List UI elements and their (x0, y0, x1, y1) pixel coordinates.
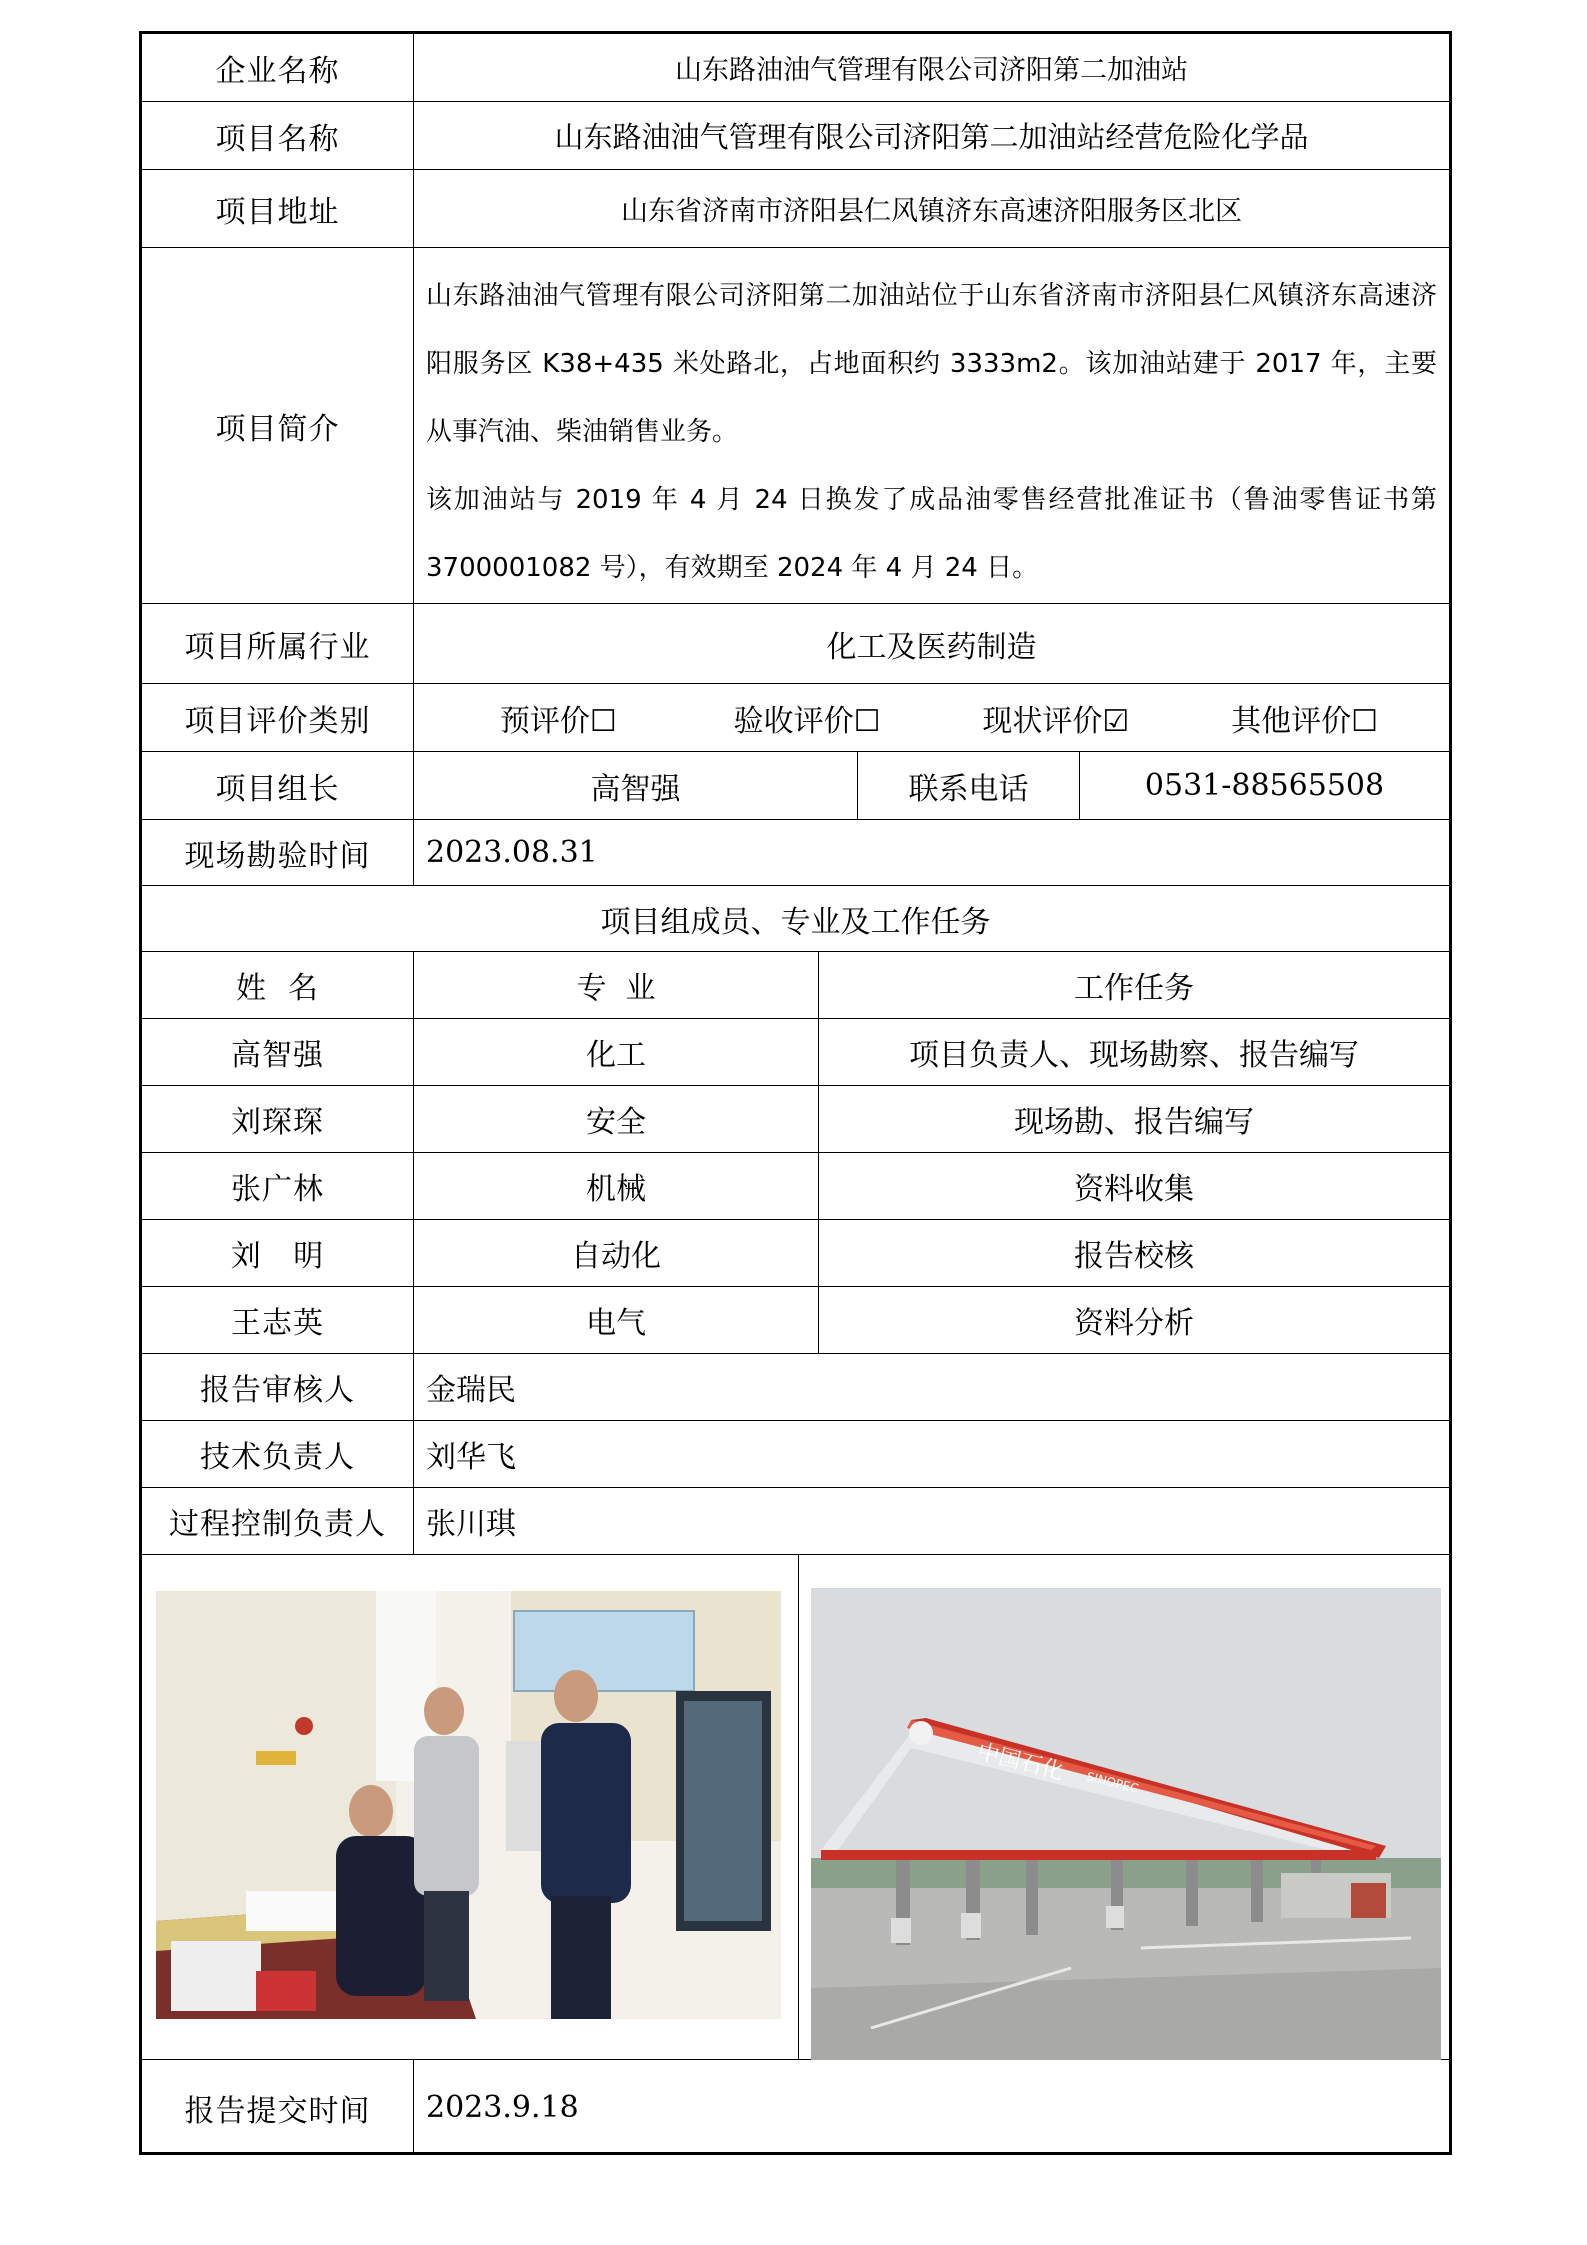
leader-label: 项目组长 (142, 752, 414, 819)
industry-value: 化工及医药制造 (826, 629, 1037, 665)
address-row (142, 170, 1449, 248)
gas-station-photo (811, 1588, 1441, 2060)
project-row (142, 102, 1449, 170)
company-value: 山东路油油气管理有限公司济阳第二加油站 (675, 55, 1188, 86)
reviewer-label: 报告审核人 (142, 1354, 414, 1420)
reviewer-value: 金瑞民 (426, 1373, 516, 1408)
phone-label: 联系电话 (858, 752, 1080, 819)
member-major: 机械 (414, 1153, 819, 1219)
member-task: 资料分析 (1074, 1306, 1194, 1341)
tech-lead-label: 技术负责人 (142, 1421, 414, 1487)
canopy-sign-en: SINOPEC (1085, 1769, 1140, 1796)
table-row (142, 1287, 1449, 1354)
intro-paragraph-1: 山东路油油气管理有限公司济阳第二加油站位于山东省济南市济阳县仁风镇济东高速济阳服务区 K38+435 米处路北，占地面积约 3333m2。该加油站建于 2017 年，主要从事汽油、柴油销售业务。 (426, 281, 1437, 447)
submit-label: 报告提交时间 (142, 2060, 414, 2155)
header-task: 工作任务 (1074, 971, 1194, 1006)
category-acceptance: 验收评价☐ (733, 703, 881, 739)
table-row (142, 1153, 1449, 1220)
member-major: 化工 (414, 1019, 819, 1085)
member-task: 资料收集 (1074, 1172, 1194, 1207)
category-current: 现状评价☑ (982, 703, 1130, 739)
intro-text (414, 248, 1449, 603)
header-name: 姓 名 (142, 952, 414, 1018)
intro-row (142, 248, 1449, 604)
survey-value: 2023.08.31 (426, 835, 598, 870)
project-info-table (139, 31, 1452, 2155)
reviewer-row (142, 1354, 1449, 1421)
member-name: 刘 明 (142, 1220, 414, 1286)
site-inspection-photo (156, 1591, 781, 2019)
project-value: 山东路油油气管理有限公司济阳第二加油站经营危险化学品 (554, 120, 1309, 154)
survey-row (142, 820, 1449, 886)
photos-row (142, 1555, 1449, 2060)
submit-value: 2023.9.18 (426, 2090, 579, 2125)
canopy-sign-cn: 中国石化 (974, 1739, 1066, 1786)
team-header-row (142, 952, 1449, 1019)
member-major: 电气 (414, 1287, 819, 1353)
team-heading: 项目组成员、专业及工作任务 (600, 904, 991, 940)
category-label: 项目评价类别 (142, 684, 414, 751)
company-label: 企业名称 (142, 34, 414, 101)
leader-row (142, 752, 1449, 820)
member-name: 高智强 (142, 1019, 414, 1085)
category-row (142, 684, 1449, 752)
member-task: 报告校核 (1074, 1239, 1194, 1274)
leader-value: 高智强 (414, 752, 858, 819)
intro-paragraph-2: 该加油站与 2019 年 4 月 24 日换发了成品油零售经营批准证书（鲁油零售证书第 3700001082 号），有效期至 2024 年 4 月 24 日。 (426, 485, 1437, 583)
table-row (142, 1019, 1449, 1086)
address-value: 山东省济南市济阳县仁风镇济东高速济阳服务区北区 (621, 196, 1242, 227)
header-major: 专 业 (414, 952, 819, 1018)
survey-label: 现场勘验时间 (142, 820, 414, 885)
member-major: 自动化 (414, 1220, 819, 1286)
member-task: 现场勘、报告编写 (1014, 1105, 1254, 1140)
member-name: 王志英 (142, 1287, 414, 1353)
process-control-row (142, 1488, 1449, 1555)
member-name: 刘琛琛 (142, 1086, 414, 1152)
company-row (142, 34, 1449, 102)
member-task: 项目负责人、现场勘察、报告编写 (909, 1038, 1359, 1073)
table-row (142, 1086, 1449, 1153)
team-heading-row (142, 886, 1449, 952)
process-control-value: 张川琪 (426, 1507, 516, 1542)
member-major: 安全 (414, 1086, 819, 1152)
phone-value: 0531-88565508 (1144, 768, 1385, 803)
category-pre: 预评价☐ (499, 703, 617, 739)
project-label: 项目名称 (142, 102, 414, 169)
address-label: 项目地址 (142, 170, 414, 247)
intro-label: 项目简介 (142, 248, 414, 603)
category-options (414, 684, 1449, 751)
table-row (142, 1220, 1449, 1287)
process-control-label: 过程控制负责人 (142, 1488, 414, 1554)
industry-label: 项目所属行业 (142, 604, 414, 683)
tech-lead-row (142, 1421, 1449, 1488)
member-name: 张广林 (142, 1153, 414, 1219)
industry-row (142, 604, 1449, 684)
category-other: 其他评价☐ (1231, 703, 1379, 739)
submit-row (142, 2060, 1449, 2155)
tech-lead-value: 刘华飞 (426, 1440, 516, 1475)
